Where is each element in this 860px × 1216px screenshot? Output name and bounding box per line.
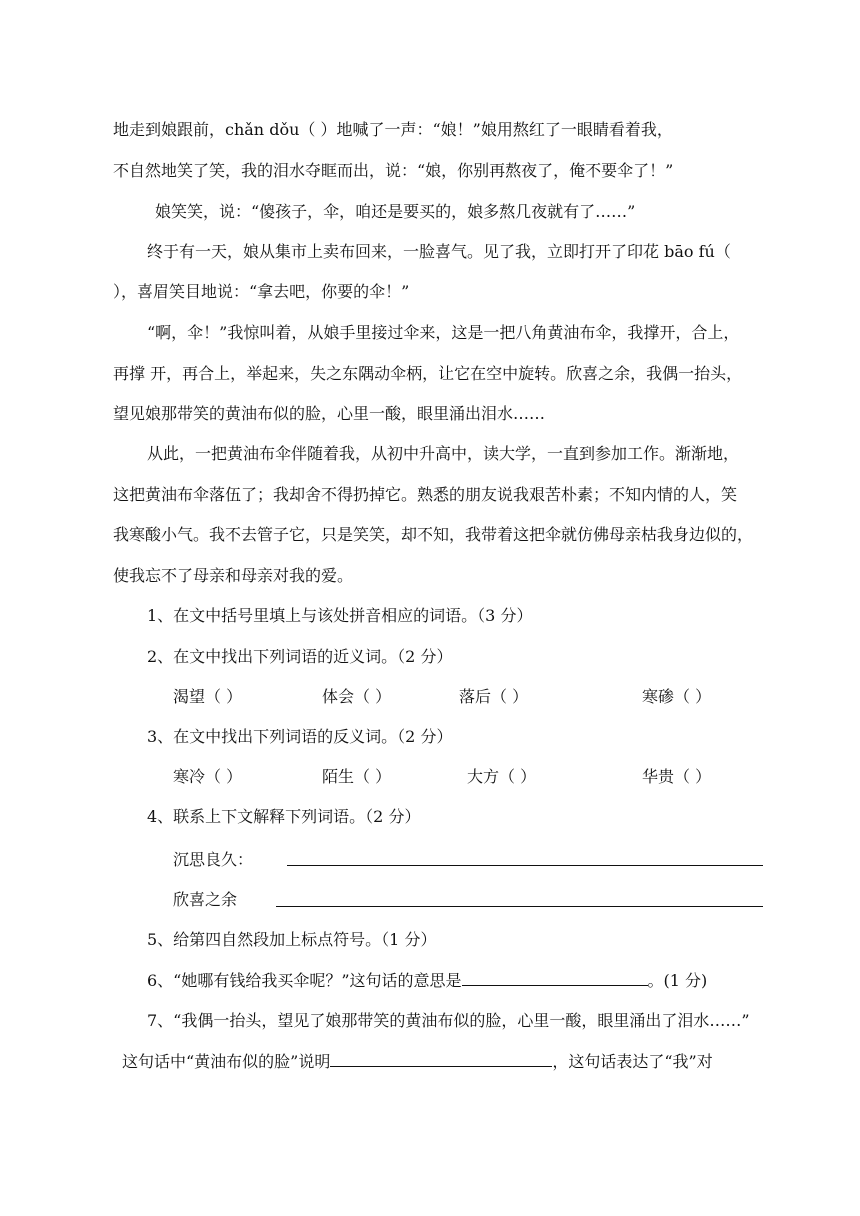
passage-line-1: 地走到娘跟前，chǎn dǒu（ ）地喊了一声：“娘！”娘用熬红了一眼睛看着我，: [113, 120, 673, 139]
question-3: 3、在文中找出下列词语的反义词。（2 分）: [147, 727, 453, 746]
passage-line-11: 我寒酸小气。我不去管子它，只是笑笑，却不知，我带着这把伞就仿佛母亲枯我身边似的，: [113, 525, 754, 544]
q3-word-3: 大方（ ）: [467, 767, 537, 786]
q3-word-1: 寒冷（ ）: [173, 767, 243, 786]
q6-answer-line[interactable]: [462, 971, 648, 986]
passage-line-4: 终于有一天，娘从集市上卖布回来，一脸喜气。见了我，立即打开了印花 bāo fú（: [147, 242, 731, 261]
q4-answer-line-1[interactable]: [287, 865, 763, 866]
q2-word-3: 落后（ ）: [459, 687, 529, 706]
passage-line-10: 这把黄油布伞落伍了；我却舍不得扔掉它。熟悉的朋友说我艰苦朴素；不知内情的人，笑: [113, 485, 738, 504]
q7-answer-line[interactable]: [330, 1052, 552, 1067]
q6-text: 6、“她哪有钱给我买伞呢？”这句话的意思是: [147, 971, 462, 990]
question-5: 5、给第四自然段加上标点符号。（1 分）: [147, 930, 437, 949]
passage-line-2: 不自然地笑了笑，我的泪水夺眶而出，说：“娘，你别再熬夜了，俺不要伞了！”: [113, 161, 674, 180]
q4-term-1: 沉思良久：: [173, 850, 254, 869]
passage-line-12: 使我忘不了母亲和母亲对我的爱。: [113, 566, 354, 585]
q4-term-2: 欣喜之余: [173, 890, 238, 909]
question-6: [147, 971, 707, 991]
q7-text: 这句话中“黄油布似的脸”说明: [122, 1052, 331, 1071]
q7-text-end: ，这句话表达了“我”对: [552, 1052, 713, 1071]
question-4: 4、联系上下文解释下列词语。（2 分）: [147, 807, 421, 826]
q2-word-4: 寒碜（ ）: [642, 687, 712, 706]
q4-answer-line-2[interactable]: [276, 906, 763, 907]
q2-word-1: 渴望（ ）: [173, 687, 243, 706]
passage-line-6: “啊，伞！”我惊叫着，从娘手里接过伞来，这是一把八角黄油布伞，我撑开，合上，: [147, 323, 740, 342]
passage-line-3: 娘笑笑，说：“傻孩子，伞，咱还是要买的，娘多熬几夜就有了……”: [155, 202, 636, 221]
passage-line-7: 再撑 开，再合上，举起来，失之东隅动伞柄，让它在空中旋转。欣喜之余，我偶一抬头，: [113, 364, 743, 383]
question-7-line-1: 7、“我偶一抬头，望见了娘那带笑的黄油布似的脸，心里一酸，眼里涌出了泪水……”: [147, 1011, 750, 1030]
q3-word-2: 陌生（ ）: [322, 767, 392, 786]
q2-word-2: 体会（ ）: [322, 687, 392, 706]
passage-line-9: 从此，一把黄油布伞伴随着我，从初中升高中，读大学，一直到参加工作。渐渐地，: [147, 444, 740, 463]
q3-word-4: 华贵（ ）: [642, 767, 712, 786]
question-1: 1、在文中括号里填上与该处拼音相应的词语。（3 分）: [147, 606, 533, 625]
question-2: 2、在文中找出下列词语的近义词。（2 分）: [147, 647, 453, 666]
question-7-line-2: [122, 1052, 713, 1072]
passage-line-5: ），喜眉笑目地说：“拿去吧，你要的伞！”: [113, 282, 410, 301]
q6-score: 。(1 分): [647, 971, 708, 990]
passage-line-8: 望见娘那带笑的黄油布似的脸，心里一酸，眼里涌出泪水……: [113, 404, 546, 423]
